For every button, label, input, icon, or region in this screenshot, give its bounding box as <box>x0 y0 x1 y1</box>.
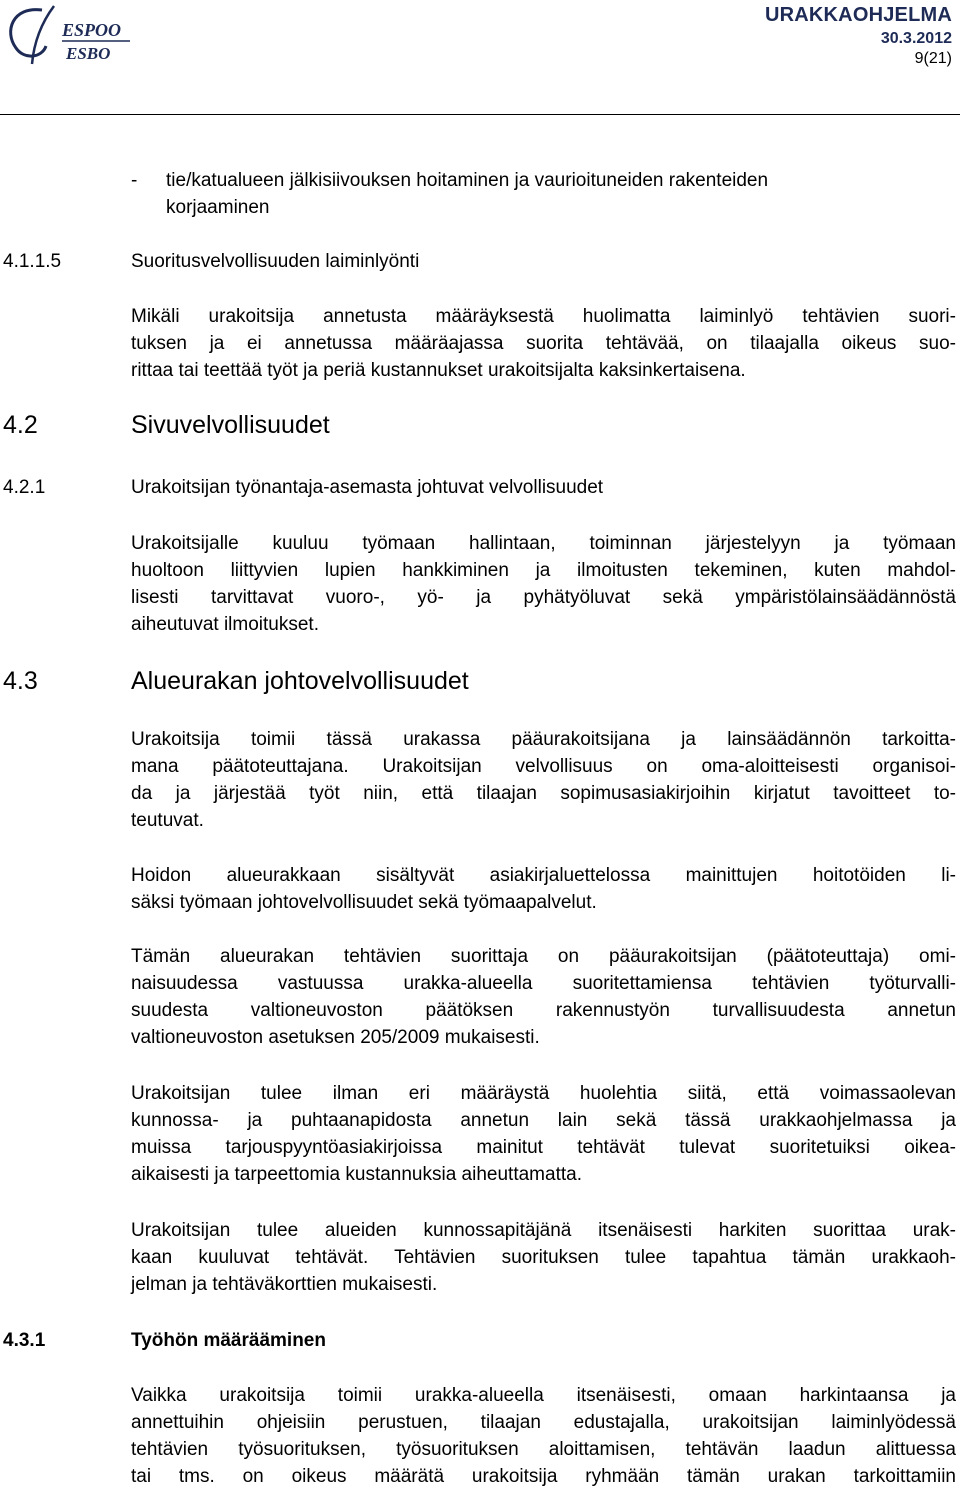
text-line: Tämän alueurakan tehtävien suorittaja on pääurakoitsijan (päätoteuttaja) omi- <box>131 946 956 967</box>
text-line: jelman ja tehtäväkorttien mukaisesti. <box>131 1274 438 1295</box>
section-heading: Alueurakan johtovelvollisuudet <box>131 667 469 695</box>
section-number: 4.2 <box>3 411 38 439</box>
text-line: Hoidon alueurakkaan sisältyvät asiakirjaluettelossa mainittujen hoitotöiden li- <box>131 865 956 886</box>
section-number: 4.3 <box>3 667 38 695</box>
text-line: tai tms. on oikeus määrätä urakoitsija ryhmään tämän urakan tarkoittamiin <box>131 1466 956 1487</box>
text-line: säksi työmaan johtovelvollisuudet sekä työmaapalvelut. <box>131 892 597 913</box>
espoo-esbo-logo <box>2 2 142 72</box>
section-number: 4.1.1.5 <box>3 251 62 272</box>
paragraph <box>131 1080 956 1188</box>
text-line: muissa tarjouspyyntöasiakirjoissa mainitut tehtävät tulevat suoritetuiksi oikea- <box>131 1137 956 1158</box>
section-heading: Suoritusvelvollisuuden laiminlyönti <box>131 251 420 272</box>
text-line: valtioneuvoston asetuksen 205/2009 mukaisesti. <box>131 1027 540 1048</box>
paragraph <box>131 943 956 1051</box>
text-line: rittaa tai teettää työt ja periä kustannukset urakoitsijalta kaksinkertaisena. <box>131 360 746 381</box>
paragraph <box>131 1217 956 1298</box>
text-line: Urakoitsijan tulee ilman eri määräystä huolehtia siitä, että voimassaolevan <box>131 1083 956 1104</box>
text-line: tehtävien työsuorituksen, työsuorituksen aloittamisen, tehtävän laadun alittuessa <box>131 1439 956 1460</box>
text-line: lisesti tarvittavat vuoro-, yö- ja pyhätyöluvat sekä ympäristölainsäädännöstä <box>131 587 956 608</box>
text-line: annettuihin ohjeisiin perustuen, tilaajan edustajalla, urakoitsijan laiminlyödessä <box>131 1412 956 1433</box>
text-line: Mikäli urakoitsija annetusta määräyksestä huolimatta laiminlyö tehtävien suori- <box>131 306 956 327</box>
header-divider <box>0 114 960 115</box>
section-heading: Sivuvelvollisuudet <box>131 411 330 439</box>
text-line: mana päätoteuttajana. Urakoitsijan velvollisuus on oma-aloitteisesti organisoi- <box>131 756 956 777</box>
text-line: kaan kuuluvat tehtävät. Tehtävien suorituksen tulee tapahtua tämän urakkaoh- <box>131 1247 956 1268</box>
section-number: 4.3.1 <box>3 1330 46 1351</box>
bullet-dash: - <box>131 170 138 191</box>
text-line: aikaisesti ja tarpeettomia kustannuksia aiheuttamatta. <box>131 1164 582 1185</box>
paragraph <box>131 303 956 384</box>
document-date: 30.3.2012 <box>880 30 952 47</box>
paragraph <box>131 726 956 834</box>
paragraph <box>131 530 956 638</box>
text-line: suudesta valtioneuvoston päätöksen rakennustyön turvallisuudesta annetun <box>131 1000 956 1021</box>
text-line: kunnossa- ja puhtaanapidosta annetun lain sekä tässä urakkaohjelmassa ja <box>131 1110 956 1131</box>
text-line: naisuudessa vastuussa urakka-alueella suoritettamiensa tehtävien työturvalli- <box>131 973 956 994</box>
document-title: URAKKAOHJELMA <box>764 4 952 26</box>
text-line: Vaikka urakoitsija toimii urakka-alueella itsenäisesti, omaan harkintaansa ja <box>131 1385 956 1406</box>
logo-text-espoo: ESPOO <box>62 20 122 40</box>
section-heading: Työhön määrääminen <box>131 1330 326 1351</box>
paragraph <box>131 1382 956 1490</box>
section-heading: Urakoitsijan työnantaja-asemasta johtuvat velvollisuudet <box>131 477 604 498</box>
text-line: huoltoon liittyvien lupien hankkiminen ja ilmoitusten tekeminen, kuten mahdol- <box>131 560 956 581</box>
bullet-line: korjaaminen <box>166 197 270 218</box>
text-line: tuksen ja ei annetussa määräajassa suorita tehtävää, on tilaajalla oikeus suo- <box>131 333 956 354</box>
logo-text-esbo: ESBO <box>66 44 111 63</box>
text-line: Urakoitsijalle kuuluu työmaan hallintaan, toiminnan järjestelyyn ja työmaan <box>131 533 956 554</box>
text-line: da ja järjestää työt niin, että tilaajan sopimusasiakirjoihin kirjatut tavoitteet to- <box>131 783 956 804</box>
bullet-item <box>166 167 956 221</box>
paragraph <box>131 862 956 916</box>
text-line: Urakoitsija toimii tässä urakassa pääurakoitsijana ja lainsäädännön tarkoitta- <box>131 729 956 750</box>
page-number: 9(21) <box>914 50 952 67</box>
text-line: aiheutuvat ilmoitukset. <box>131 614 319 635</box>
bullet-line: tie/katualueen jälkisiivouksen hoitaminen ja vaurioituneiden rakenteiden <box>166 170 769 191</box>
text-line: Urakoitsijan tulee alueiden kunnossapitäjänä itsenäisesti harkiten suorittaa urak- <box>131 1220 956 1241</box>
text-line: teutuvat. <box>131 810 204 831</box>
section-number: 4.2.1 <box>3 477 46 498</box>
